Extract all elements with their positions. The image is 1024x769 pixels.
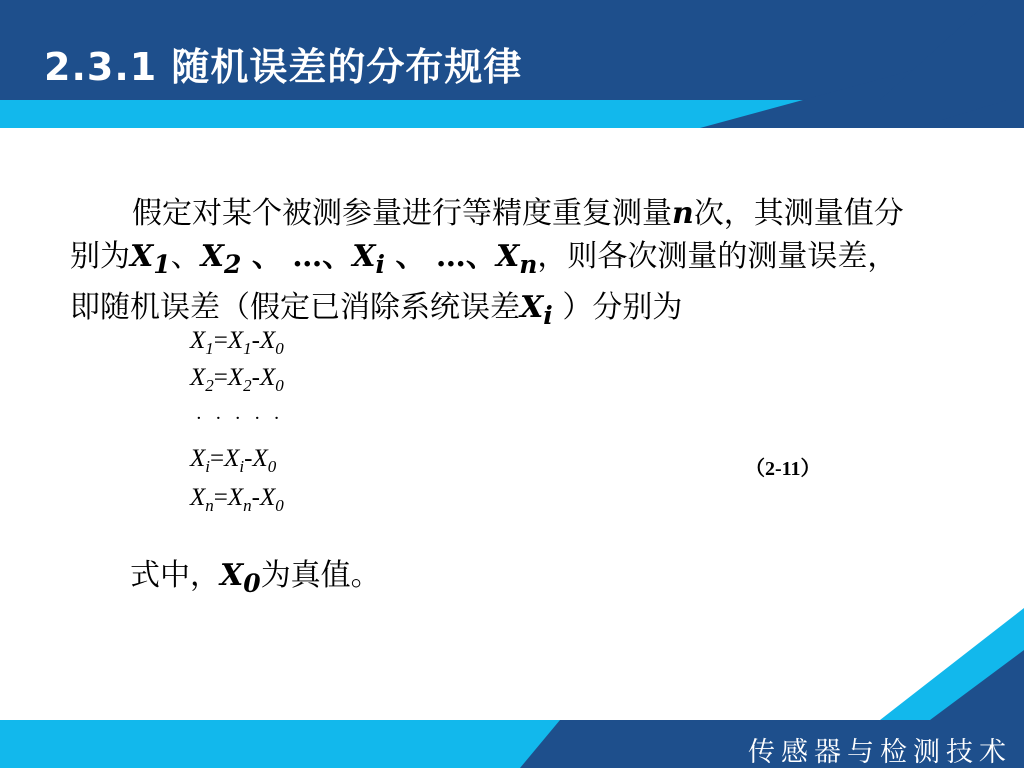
var-x1-sub: 1 [153,250,171,279]
eq-term-a-sub: 1 [243,339,252,358]
eq-term-b-sub: 0 [267,457,277,476]
eq-term-a-sub: 2 [243,376,252,395]
var-xi2: X [520,290,544,325]
var-xi-sub: i [375,250,386,279]
eq-term-a: X [227,484,244,511]
eq-lhs: X [190,484,206,511]
eq-term-b-sub: 0 [275,376,284,395]
page-title: 2.3.1 随机误差的分布规律 [44,45,523,89]
eq-minus: - [251,484,260,511]
equation-number: （2-11） [745,458,821,480]
eq-lhs-sub: 1 [205,339,214,358]
eq-term-a-sub: n [243,496,252,515]
separator: 、 …、 [385,239,496,274]
ellipsis-dots: · · · · · [196,408,284,429]
eq-term-b: X [260,484,276,511]
note-text [130,550,381,598]
eq-lhs-sub: i [205,457,211,476]
eq-minus: - [251,327,260,354]
eq-minus: - [251,364,260,391]
separator: 、 [170,239,201,274]
var-x2: X [200,239,224,274]
eq-term-a-sub: i [239,457,245,476]
eq-term-b: X [260,327,276,354]
para-text-4: ）分别为 [552,290,683,325]
equation-row [190,327,284,359]
eq-term-a: X [227,327,244,354]
eq-equals: = [213,364,228,391]
para-text-3: ，则各次测量的测量误差，即随机误差（假定已消除系统误差 [70,239,898,325]
eq-lhs-sub: 2 [205,376,214,395]
eq-equals: = [210,445,225,472]
eq-term-a: X [227,364,244,391]
eq-term-b: X [260,364,276,391]
eq-term-b-sub: 0 [275,339,284,358]
eq-lhs-sub: n [205,496,214,515]
eq-term-b-sub: 0 [275,496,284,515]
eq-term-b: X [252,445,268,472]
var-xi: X [352,239,376,274]
var-n: n [672,196,694,231]
eq-equals: = [213,484,228,511]
equation-row [190,445,276,477]
eq-lhs: X [190,445,206,472]
var-x2-sub: 2 [223,250,242,279]
var-xn: X [495,239,520,274]
eq-term-a: X [224,445,240,472]
var-x0: X [220,558,244,593]
equation-row [190,484,284,516]
note-prefix: 式中， [130,558,220,593]
eq-equals: = [213,327,228,354]
var-xn-sub: n [519,250,538,279]
var-xi2-sub: i [543,301,553,330]
eq-lhs: X [190,327,206,354]
para-text-2: 次，其测量值分别为 [70,196,904,274]
footer-title: 传感器与检测技术 [748,737,1012,768]
equation-row [190,364,284,396]
para-text-1: 假定对某个被测参量进行等精度重复测量 [132,196,672,231]
note-suffix: 为真值。 [260,558,381,593]
var-x0-sub: 0 [243,569,261,598]
var-x1: X [130,239,154,274]
intro-paragraph [70,192,920,337]
separator: 、 …、 [241,239,353,274]
eq-minus: - [244,445,253,472]
eq-lhs: X [190,364,206,391]
